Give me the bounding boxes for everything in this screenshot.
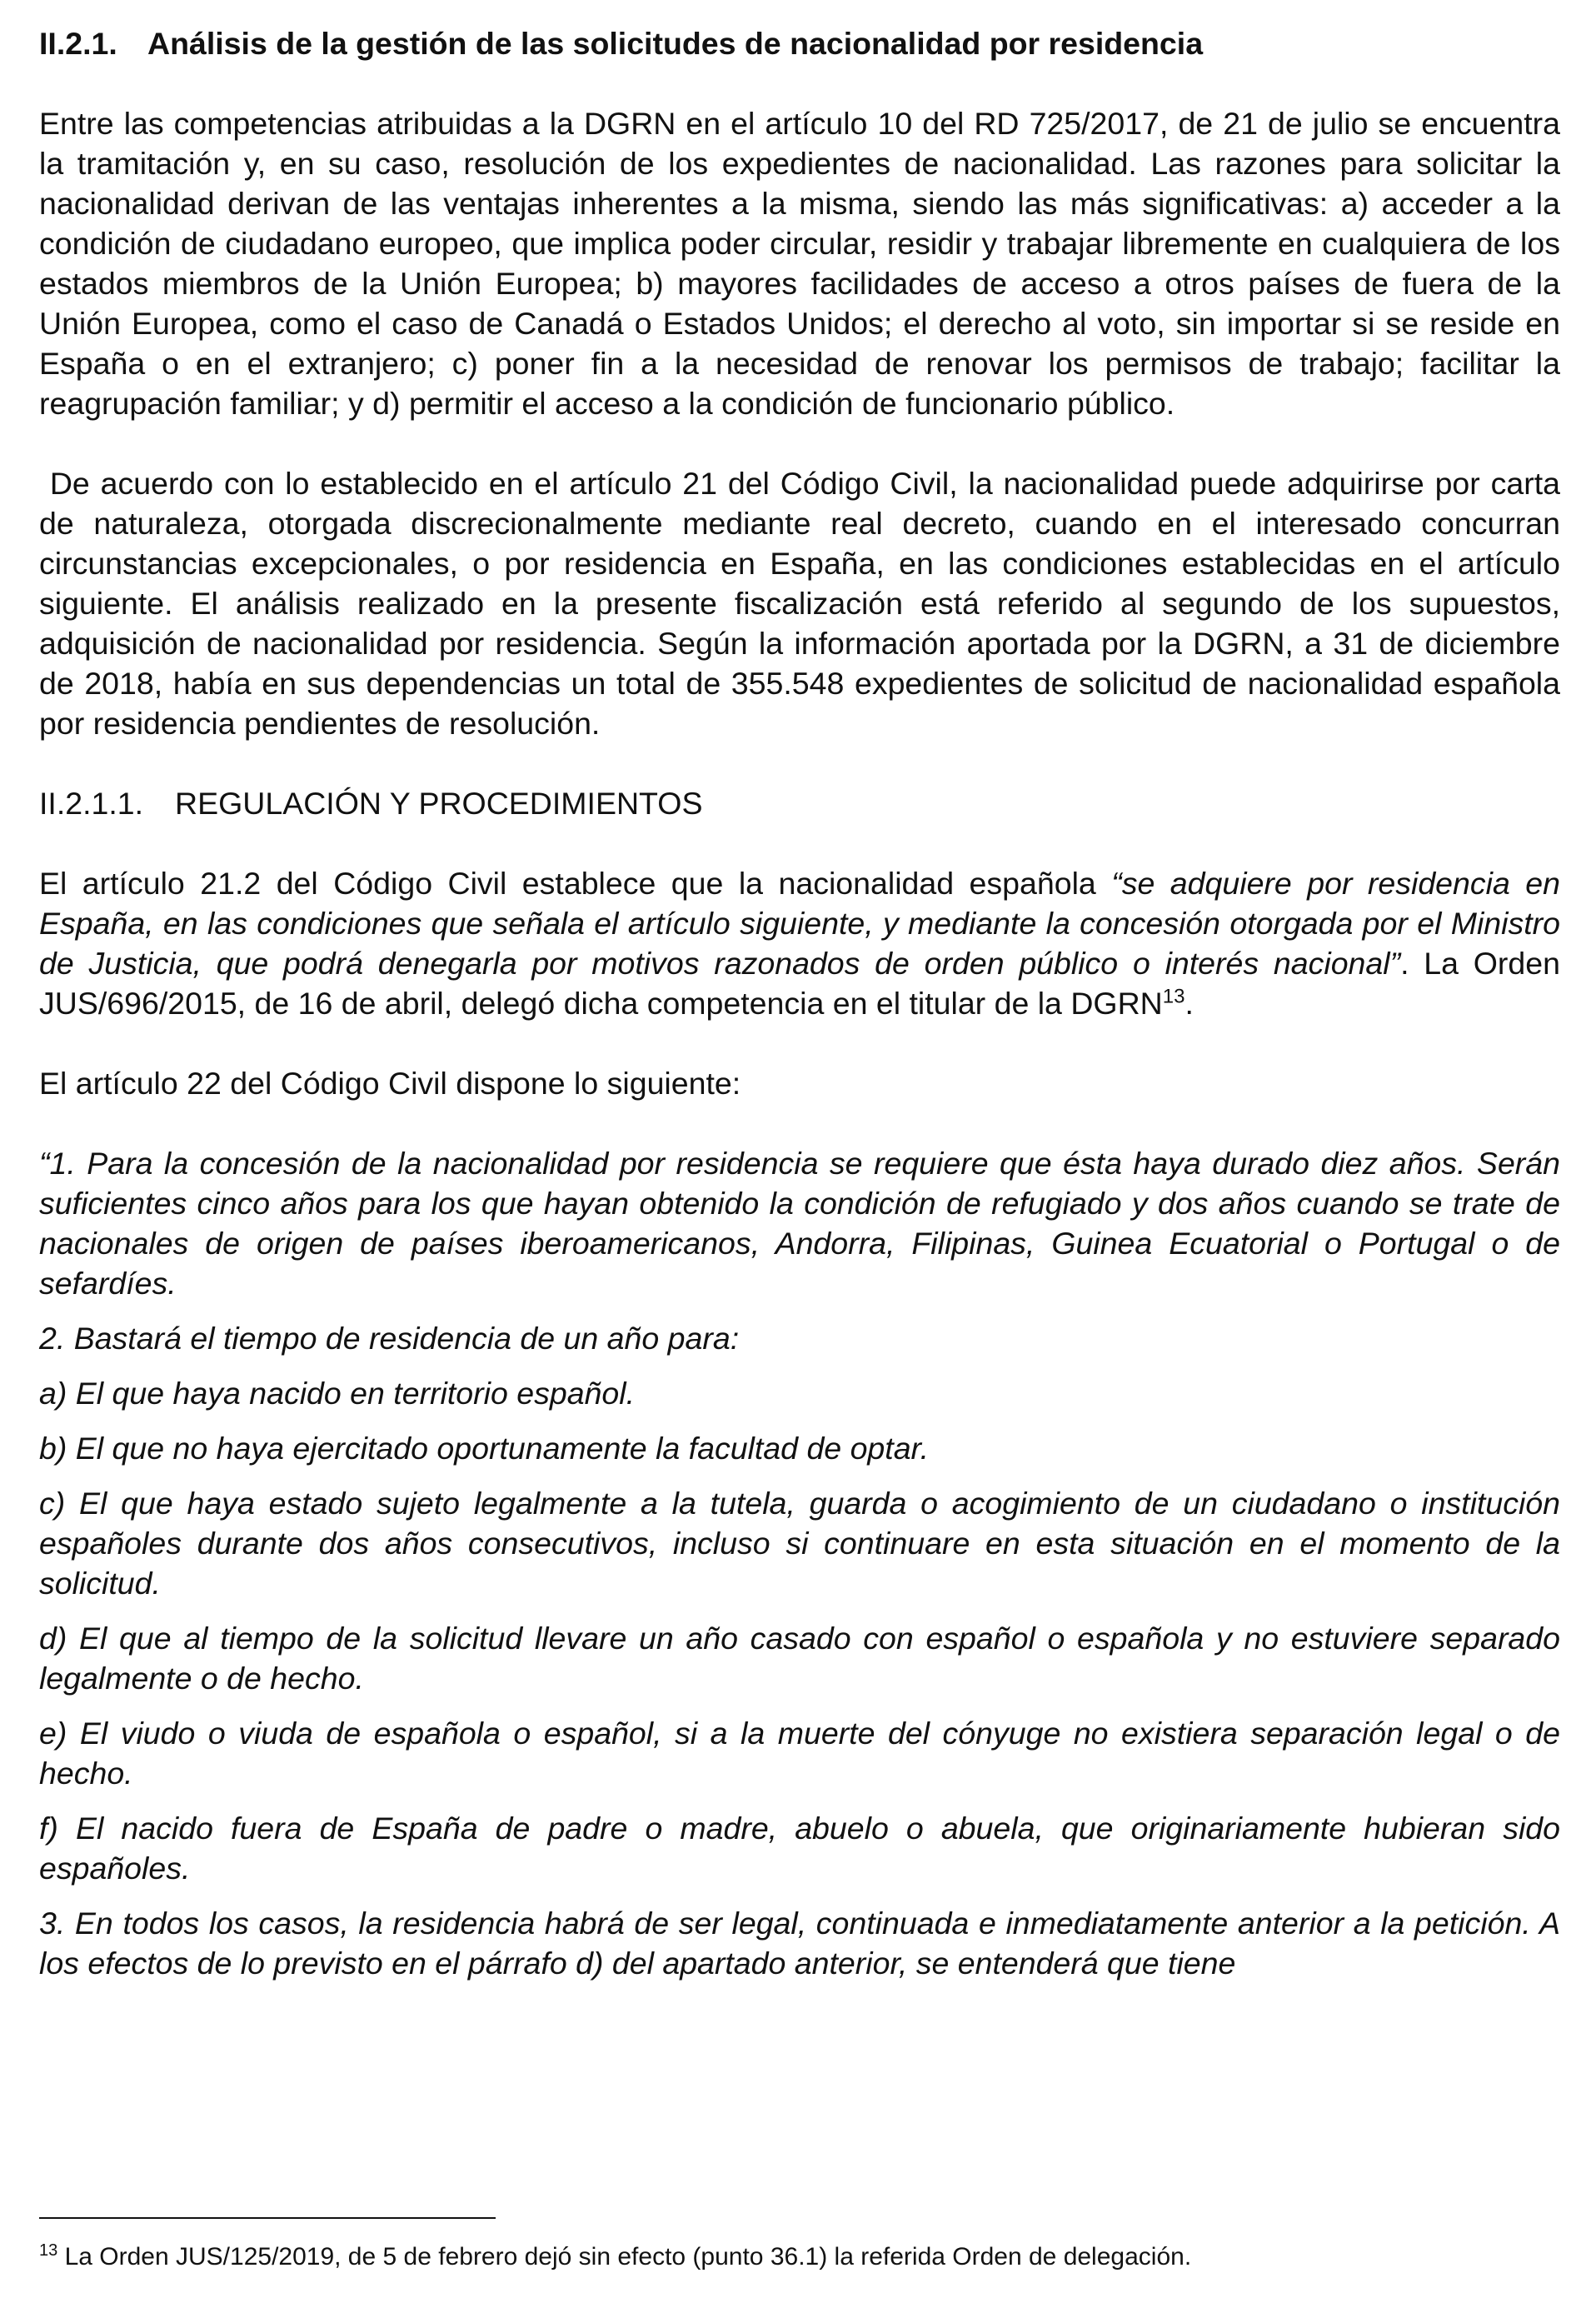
paragraph-articulo-21 [39,863,1560,1023]
article-21-end: . [1185,986,1194,1021]
section-number: II.2.1. [39,26,117,61]
footnote [39,2241,1560,2273]
quote-item-2: 2. Bastará el tiempo de residencia de un año para: [39,1321,740,1356]
subsection-title: REGULACIÓN Y PROCEDIMIENTOS [175,786,703,821]
article-22-quote [39,1143,1560,1983]
footnote-divider [39,2217,496,2219]
paragraph-competencias: Entre las competencias atribuidas a la DGRN en el artículo 10 del RD 725/2017, de 21 de julio se encuentra la tramitación y, en su caso, resolución de los expedientes de nacionalidad. Las razones para solicitar la nacionalidad derivan de las ventajas inherentes a la misma, siendo las más significativas: a) acceder a la condición de ciudadano europeo, que implica poder circular, residir y trabajar libremente en cualquiera de los estados miembros de la Unión Europea; b) mayores facilidades de acceso a otros países de fuera de la Unión Europea, como el caso de Canadá o Estados Unidos; el derecho al voto, sin importar si se reside en España o en el extranjero; c) poner fin a la necesidad de renovar los permisos de trabajo; facilitar la reagrupación familiar; y d) permitir el acceso a la condición de funcionario público. [39,106,1560,421]
quote-item-e: e) El viudo o viuda de española o español, si a la muerte del cónyuge no existiera separación legal o de hecho. [39,1716,1560,1791]
article-21-quote: “se adquiere por residencia en España, en las condiciones que señala el artículo siguiente, y mediante la concesión otorgada por el Ministro de Justicia, que podrá denegarla por motivos razonados de orden público o interés nacional” [39,866,1561,981]
subsection-heading [39,783,1560,823]
footnote-number: 13 [39,2241,58,2260]
quote-item-f: f) El nacido fuera de España de padre o madre, abuelo o abuela, que originariamente hubieran sido españoles. [39,1811,1560,1886]
quote-item-c: c) El que haya estado sujeto legalmente a la tutela, guarda o acogimiento de un ciudadano o institución españoles durante dos años consecutivos, incluso si continuare en esta situación en el momento de la solicitud. [39,1486,1560,1601]
footnote-text: La Orden JUS/125/2019, de 5 de febrero dejó sin efecto (punto 36.1) la referida Orden de delegación. [57,2243,1192,2271]
article-21-rest: . La Orden JUS/696/2015, de 16 de abril, delegó dicha competencia en el titular de la DGRN [39,946,1560,1021]
article-21-intro: El artículo 21.2 del Código Civil establece que la nacionalidad española [39,866,1112,901]
paragraph-articulo-22-intro: El artículo 22 del Código Civil dispone lo siguiente: [39,1066,741,1101]
quote-item-1: “1. Para la concesión de la nacionalidad por residencia se requiere que ésta haya durado diez años. Serán suficientes cinco años para los que hayan obtenido la condición de refugiado y dos años cuando se trate de nacionales de origen de países iberoamericanos, Andorra, Filipinas, Guinea Ecuatorial o Portugal o de sefardíes. [39,1146,1560,1301]
section-title: Análisis de la gestión de las solicitudes de nacionalidad por residencia [147,26,1204,61]
quote-item-a: a) El que haya nacido en territorio español. [39,1376,636,1411]
quote-item-d: d) El que al tiempo de la solicitud llevare un año casado con español o española y no estuviere separado legalmente o de hecho. [39,1621,1560,1696]
paragraph-codigo-civil: De acuerdo con lo establecido en el artículo 21 del Código Civil, la nacionalidad puede adquirirse por carta de naturaleza, otorgada discrecionalmente mediante real decreto, cuando en el interesado concurran circunstancias excepcionales, o por residencia en España, en las condiciones establecidas en el artículo siguiente. El análisis realizado en la presente fiscalización está referido al segundo de los supuestos, adquisición de nacionalidad por residencia. Según la información aportada por la DGRN, a 31 de diciembre de 2018, había en sus dependencias un total de 355.548 expedientes de solicitud de nacionalidad española por residencia pendientes de resolución. [39,466,1569,741]
document-page [39,23,1569,1983]
section-heading [39,23,1560,63]
quote-item-3: 3. En todos los casos, la residencia habrá de ser legal, continuada e inmediatamente anterior a la petición. A los efectos de lo previsto en el párrafo d) del apartado anterior, se entenderá que tiene [39,1906,1560,1981]
quote-item-b: b) El que no haya ejercitado oportunamente la facultad de optar. [39,1431,930,1466]
footnote-reference: 13 [1162,985,1185,1008]
subsection-number: II.2.1.1. [39,786,144,821]
